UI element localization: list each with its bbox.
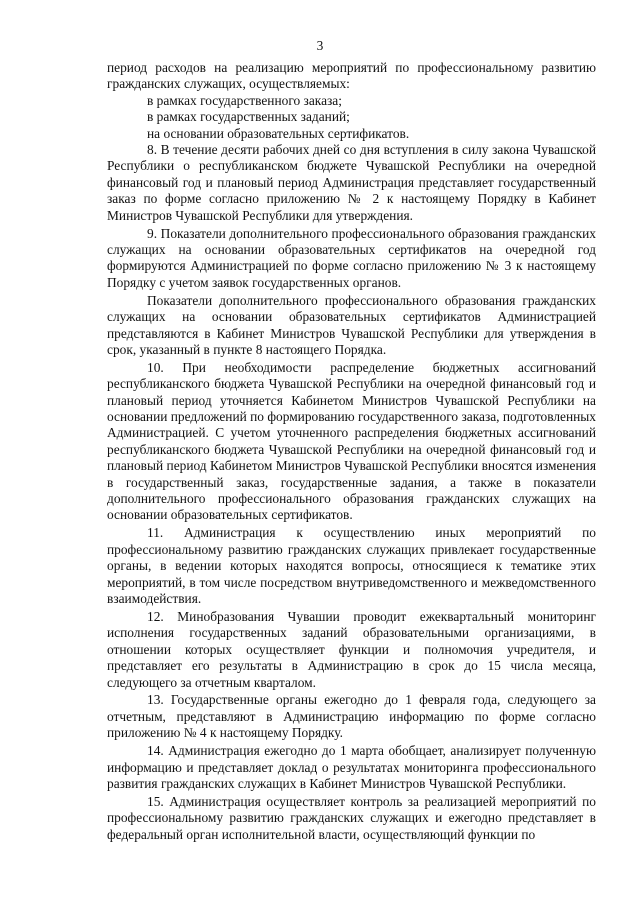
paragraph-item-13: 13. Государственные органы ежегодно до 1 февраля года, следующего за отчетным, представляют в Администрацию информацию по форме согласно приложению № 4 к настоящему Порядку.	[107, 692, 596, 741]
list-item-state-order: в рамках государственного заказа;	[147, 92, 342, 108]
document-body	[107, 60, 596, 843]
paragraph-item-15: 15. Администрация осуществляет контроль за реализацией мероприятий по профессиональному развитию гражданских служащих и ежегодно представляет в федеральный орган исполнительной власти, осуществляющий функции по	[107, 793, 596, 842]
paragraph-item-8: 8. В течение десяти рабочих дней со дня вступления в силу закона Чувашской Республики о республиканском бюджете Чувашской Республики на очередной финансовый год и плановый период Администрация представляет государственный заказ по форме согласно приложению № 2 к настоящему Порядку в Кабинет Министров Чувашской Республики для утверждения.	[107, 142, 596, 223]
paragraph-item-14: 14. Администрация ежегодно до 1 марта обобщает, анализирует полученную информацию и представляет доклад о результатах мониторинга профессионального развития гражданских служащих в Кабинет Министров Чувашской Республики.	[107, 743, 596, 791]
page-number: 3	[316, 38, 324, 53]
paragraph-item-11: 11. Администрация к осуществлению иных мероприятий по профессиональному развитию гражданских служащих привлекает государственные органы, в ведении которых находятся вопросы, относящиеся к тематике этих мероприятий, в том числе посредством внутриведомственного и межведомственного взаимодействия.	[107, 525, 596, 606]
list-item-state-tasks: в рамках государственных заданий;	[147, 109, 350, 125]
list-item-certificates: на основании образовательных сертификатов.	[147, 125, 410, 141]
paragraph-item-9-cont: Показатели дополнительного профессионального образования гражданских служащих на основании образовательных сертификатов Администрацией представляются в Кабинет Министров Чувашской Республики для утверждения в срок, указанный в пункте 8 настоящего Порядка.	[107, 292, 596, 357]
paragraph-item-12: 12. Минобразования Чувашии проводит ежеквартальный мониторинг исполнения государственных заданий образовательными организациями, в отношении которых осуществляет функции и полномочия учредителя, и представляет его результаты в Администрацию в срок до 15 числа месяца, следующего за отчетным кварталом.	[107, 608, 596, 690]
paragraph-item-9: 9. Показатели дополнительного профессионального образования гражданских служащих на основании образовательных сертификатов на очередной год формируются Администрацией по форме согласно приложению № 3 к настоящему Порядку с учетом заявок государственных органов.	[107, 225, 596, 290]
paragraph-continuation: период расходов на реализацию мероприятий по профессиональному развитию гражданских служащих, осуществляемых:	[107, 60, 596, 92]
paragraph-item-10: 10. При необходимости распределение бюджетных ассигнований республиканского бюджета Чувашской Республики на очередной финансовый год и плановый период уточняется Кабинетом Министров Чувашской Республики на основании предложений по формированию государственного заказа, подготовленных Администрацией. С учетом уточненного распределения бюджетных ассигнований республиканского бюджета Чувашской Республики на очередной финансовый год и плановый период Кабинетом Министров Чувашской Республики вносятся изменения в государственный заказ, государственные задания, а также в показатели дополнительного профессионального образования гражданских служащих на основании образовательных сертификатов.	[107, 359, 597, 523]
